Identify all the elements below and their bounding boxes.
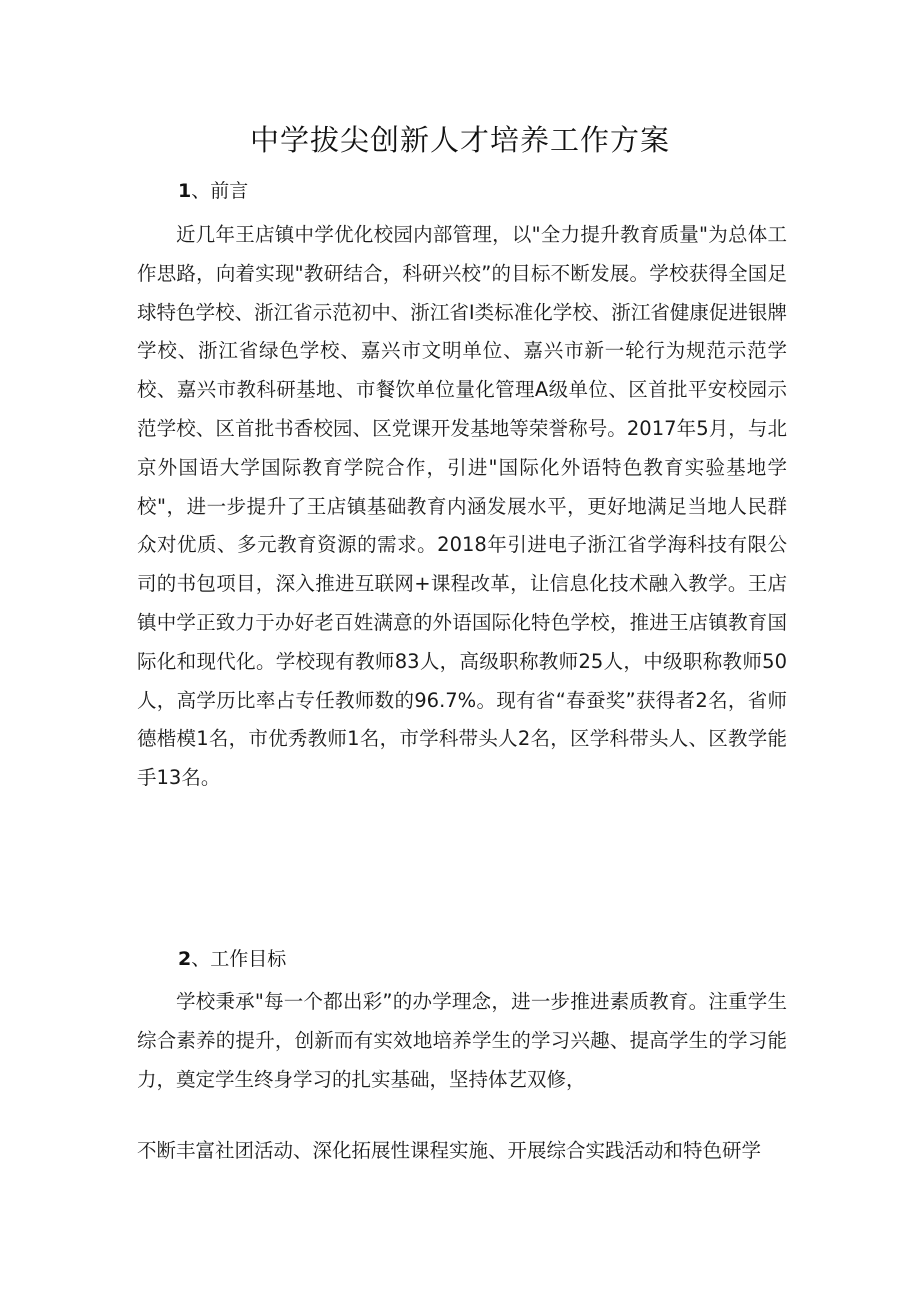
preface-paragraph: 近几年王店镇中学优化校园内部管理，以"全力提升教育质量"为总体工作思路，向着实现"教研结合，科研兴校”的目标不断发展。学校获得全国足球特色学校、浙江省示范初中、浙江省I类标准化学校、浙江省健康促进银牌学校、浙江省绿色学校、嘉兴市文明单位、嘉兴市新一轮行为规范示范学校、嘉兴市教科研基地、市餐饮单位量化管理A级单位、区首批平安校园示范学校、区首批书香校园、区党课开发基地等荣誉称号。2017年5月，与北京外国语大学国际教育学院合作，引进"国际化外语特色教育实验基地学校"，进一步提升了王店镇基础教育内涵发展水平，更好地满足当地人民群众对优质、多元教育资源的需求。2018年引进电子浙江省学海科技有限公司的书包项目，深入推进互联网+课程改革，让信息化技术融入教学。王店镇中学正致力于办好老百姓满意的外语国际化特色学校，推进王店镇教育国际化和现代化。学校现有教师83人，高级职称教师25人，中级职称教师50人，高学历比率占专任教师数的96.7%。现有省“春蚕奖”获得者2名，省师德楷模1名，市优秀教师1名，市学科带头人2名，区学科带头人、区教学能手13名。 — [137, 223, 787, 790]
document-title: 中学拔尖创新人才培养工作方案 — [249, 123, 670, 157]
goals-paragraph: 学校秉承"每一个都出彩”的办学理念，进一步推进素质教育。注重学生综合素养的提升，创新而有实效地培养学生的学习兴趣、提高学生的学习能力，奠定学生终身学习的扎实基础，坚持体艺双修， — [137, 990, 787, 1091]
section-heading-text: 、前言 — [191, 180, 249, 202]
section-number: 1 — [178, 180, 192, 202]
section-heading-preface — [178, 176, 248, 203]
section-number: 2 — [178, 948, 192, 970]
section-heading-text: 、工作目标 — [191, 948, 287, 970]
section-heading-goals — [178, 944, 286, 971]
goals-paragraph-continuation: 不断丰富社团活动、深化拓展性课程实施、开展综合实践活动和特色研学 — [137, 1139, 762, 1162]
